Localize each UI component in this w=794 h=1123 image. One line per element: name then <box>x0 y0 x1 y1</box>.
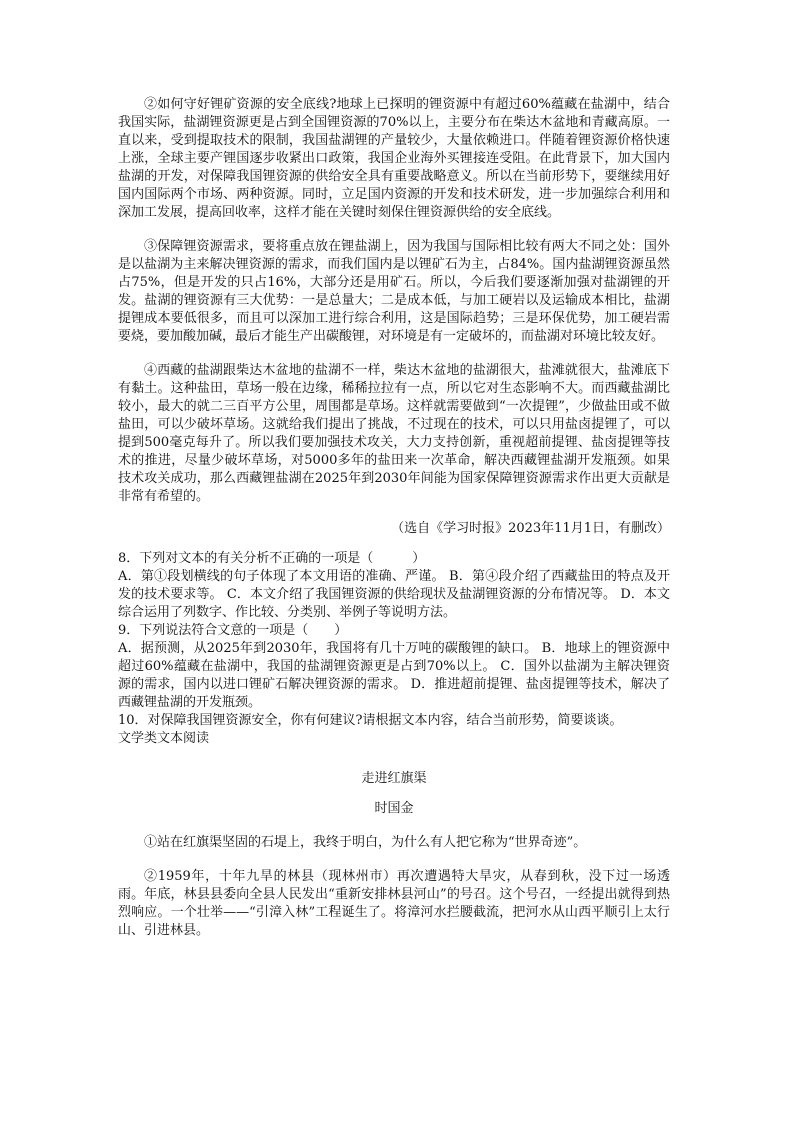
article-source: （选自《学习时报》2023年11月1日，有删改） <box>391 521 670 536</box>
question-8: 8．下列对文本的有关分析不正确的一项是（ ） <box>118 551 426 566</box>
article-paragraph-4: ④西藏的盐湖跟柴达木盆地的盐湖不一样，柴达木盆地的盐湖很大，盐滩就很大，盐滩底下有黏土。这种盐田，草场一般在边缘，稀稀拉拉有一点，所以它对生态影响不大。而西藏盐湖比较小，最大的就二三百平方公里，周围都是草场。这样就需要做到“一次提锂”，少做盐田或不做盐田，可以少破坏草场。这就给我们提出了挑战，不过现在的技术，可以只用盐卤提锂了，可以提到500毫克每升了。所以我们要加强技术攻关，大力支持创新，重视超前提锂、盐卤提锂等技术的推进，尽量少破坏草场，对5000多年的盐田来一次革命，解决西藏锂盐湖开发瓶颈。如果技术攻关成功，那么西藏锂盐湖在2025年到2030年间能为国家保障锂资源需求作出更大贡献是非常有希望的。 <box>118 363 670 504</box>
question-10: 10．对保障我国锂资源安全，你有何建议?请根据文本内容，结合当前形势，简要谈谈。 <box>118 713 623 728</box>
question-9: 9．下列说法符合文意的一项是（ ） <box>118 623 348 638</box>
document-page <box>118 96 670 940</box>
story-author: 时国金 <box>374 801 414 816</box>
section-heading: 文学类文本阅读 <box>118 731 210 746</box>
article-paragraph-3: ③保障锂资源需求，要将重点放在锂盐湖上，因为我国与国际相比较有两大不同之处：国外是以盐湖为主来解决锂资源的需求，而我们国内是以锂矿石为主，占84%。国内盐湖锂资源虽然占75%，但是开发的只占16%，大部分还是用矿石。所以，今后我们要逐渐加强对盐湖锂的开发。盐湖的锂资源有三大优势：一是总量大；二是成本低，与加工硬岩以及运输成本相比，盐湖提锂成本要低很多，而且可以深加工进行综合利用，这是国际趋势；三是环保优势，加工硬岩需要烧，要加酸加碱，最后才能生产出碳酸锂，对环境是有一定破坏的，而盐湖对环境比较友好。 <box>118 239 670 344</box>
question-8-options: A．第①段划横线的句子体现了本文用语的准确、严谨。 B．第④段介绍了西藏盐田的特点及开发的技术要求等。 C．本文介绍了我国锂资源的供给现状及盐湖锂资源的分布情况等。 D．本文综合运用了列数字、作比较、分类别、举例子等说明方法。 <box>118 569 670 620</box>
article-paragraph-2: ②如何守好锂矿资源的安全底线?地球上已探明的锂资源中有超过60%蕴藏在盐湖中，结合我国实际，盐湖锂资源更是占到全国锂资源的70%以上，主要分布在柴达木盆地和青藏高原。一直以来，受到提取技术的限制，我国盐湖锂的产量较少，大量依赖进口。伴随着锂资源价格快速上涨，全球主要产锂国逐步收紧出口政策，我国企业海外买锂接连受阻。在此背景下，加大国内盐湖的开发，对保障我国锂资源的供给安全具有重要战略意义。所以在当前形势下，要继续用好国内国际两个市场、两种资源。同时，立足国内资源的开发和技术研发，进一步加强综合利用和深加工发展，提高回收率，这样才能在关键时刻保住锂资源供给的安全底线。 <box>118 97 670 220</box>
story-title: 走进红旗渠 <box>361 771 427 786</box>
question-9-options: A．据预测，从2025年到2030年，我国将有几十万吨的碳酸锂的缺口。 B．地球上的锂资源中超过60%蕴藏在盐湖中，我国的盐湖锂资源更是占到70%以上。 C．国外以盐湖为主解决锂资源的需求，国内以进口锂矿石解决锂资源的需求。 D．推进超前提锂、盐卤提锂等技术，解决了西藏锂盐湖的开发瓶颈。 <box>118 641 670 710</box>
story-paragraph-2: ②1959年，十年九旱的林县（现林州市）再次遭遇特大旱灾，从春到秋，没下过一场透雨。年底，林县县委向全县人民发出“重新安排林县河山”的号召。这个号召，一经提出就得到热烈响应。一个壮举——“引漳入林”工程诞生了。将漳河水拦腰截流，把河水从山西平顺引上太行山、引进林县。 <box>118 869 670 938</box>
story-paragraph-1: ①站在红旗渠坚固的石堤上，我终于明白，为什么有人把它称为“世界奇迹”。 <box>144 835 587 850</box>
